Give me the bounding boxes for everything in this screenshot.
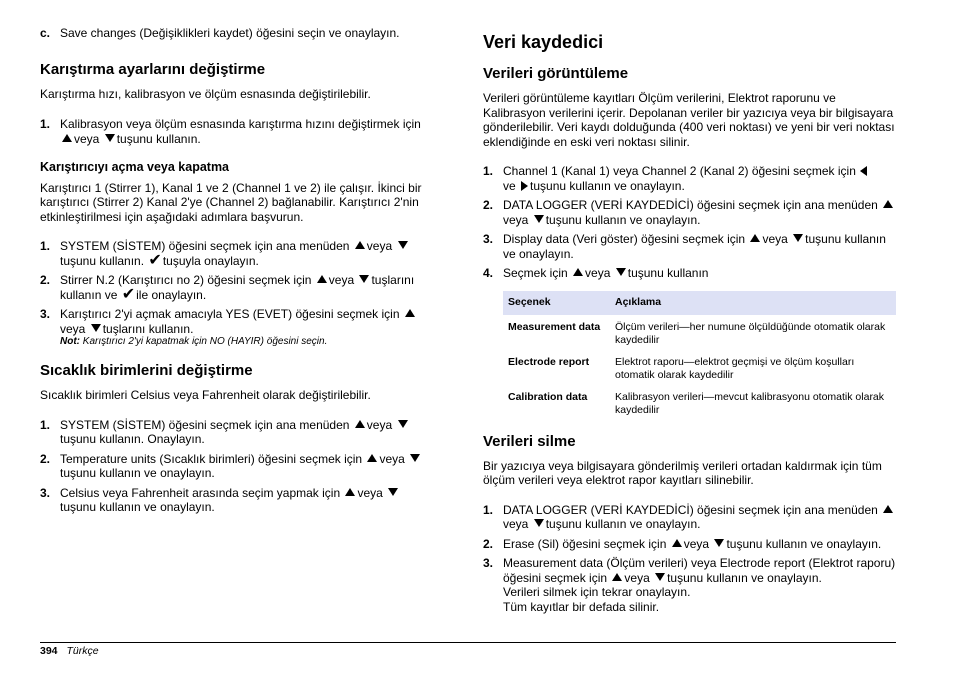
step-text: Temperature units (Sıcaklık birimleri) öğesini seçmek için xyxy=(60,451,363,466)
step-number: 3. xyxy=(40,307,51,321)
left-column xyxy=(40,26,455,515)
step-text: tuşunu kullanın ve onaylayın. xyxy=(60,500,215,514)
page-number: 394 xyxy=(40,645,58,657)
table-row xyxy=(503,382,896,417)
down-arrow-icon xyxy=(616,268,626,276)
step-text: Measurement data (Ölçüm verileri) veya Electrode report (Elektrot raporu) öğesini seçmek için xyxy=(503,556,896,585)
table-header-row xyxy=(503,291,896,315)
down-arrow-icon xyxy=(359,275,369,283)
step-text: Kalibrasyon veya ölçüm esnasında karıştırma hızını değiştirmek için xyxy=(60,117,421,131)
up-arrow-icon xyxy=(317,275,327,283)
table-cell-option: Electrode report xyxy=(508,355,590,368)
step-text: veya xyxy=(328,273,355,287)
step-text: Tüm kayıtlar bir defada silinir. xyxy=(503,599,660,614)
step-text: DATA LOGGER (VERİ KAYDEDİCİ) öğesini seçmek için ana menüden xyxy=(503,198,878,212)
step-text: Seçmek için xyxy=(503,266,568,280)
step-number: 1. xyxy=(483,164,494,178)
up-arrow-icon xyxy=(345,488,355,496)
table-header: Seçenek xyxy=(503,291,610,315)
section-heading-view-data: Verileri görüntüleme xyxy=(483,65,629,82)
step-temp-1 xyxy=(40,418,455,447)
step-text: tuşunu kullanın ve onaylayın. xyxy=(545,517,701,531)
step-text: DATA LOGGER (VERİ KAYDEDİCİ) öğesini seçmek için ana menüden xyxy=(503,502,878,517)
right-column xyxy=(483,31,896,614)
step-delete-1 xyxy=(483,503,896,532)
page-footer xyxy=(40,644,99,659)
down-arrow-icon xyxy=(534,519,544,527)
step-text: tuşunu kullanın ve onaylayın. xyxy=(530,178,685,193)
up-arrow-icon xyxy=(573,268,583,276)
section-title-data-logger: Veri kaydedici xyxy=(483,32,604,52)
step-text: tuşunu kullanın xyxy=(627,266,709,280)
step-delete-3 xyxy=(483,556,896,614)
step-text: tuşlarını kullanın. xyxy=(102,321,194,336)
step-number: c. xyxy=(40,26,51,40)
up-arrow-icon xyxy=(405,309,415,317)
step-text: veya xyxy=(503,517,529,531)
step-text: tuşunu kullanın ve onaylayın. xyxy=(60,466,215,480)
left-arrow-icon xyxy=(860,166,867,176)
step-text: Channel 1 (Kanal 1) veya Channel 2 (Kanal 2) öğesini seçmek için xyxy=(503,164,856,178)
step-view-4 xyxy=(483,266,896,281)
section-heading-delete-data: Verileri silme xyxy=(483,432,576,450)
step-temp-3 xyxy=(40,486,455,515)
step-text: veya xyxy=(683,536,710,551)
table-cell-description: Ölçüm verileri—her numune ölçüldüğünde otomatik olarak kaydedilir xyxy=(615,320,886,346)
step-stirrer-2 xyxy=(40,273,455,302)
step-number: 2. xyxy=(40,273,51,287)
step-text: Display data (Veri göster) öğesini seçmek için xyxy=(503,232,746,246)
paragraph-temperature: Sıcaklık birimleri Celsius veya Fahrenheit olarak değiştirilebilir. xyxy=(40,388,371,402)
footer-divider xyxy=(40,642,896,643)
step-text: veya xyxy=(366,417,393,432)
step-text: ile onaylayın. xyxy=(136,287,207,302)
paragraph-stirrer: Karıştırıcı 1 (Stirrer 1), Kanal 1 ve 2 (Channel 1 ve 2) ile çalışır. İkinci bir karıştırıcı (Stirrer 2) Kanal 2'ye (Channel 2) bağlanabilir. Karıştırıcı 2'nin etkinleştirilmesi için aşağıdaki adımlara başvurun. xyxy=(40,180,422,224)
step-text: veya xyxy=(379,451,405,466)
step-number: 1. xyxy=(40,239,51,253)
up-arrow-icon xyxy=(355,420,365,428)
step-text: Save changes (Değişiklikleri kaydet) öğesini seçin ve onaylayın. xyxy=(60,26,400,40)
step-save-changes xyxy=(40,26,455,41)
step-text: Erase (Sil) öğesini seçmek için xyxy=(503,536,667,551)
down-arrow-icon xyxy=(410,454,420,462)
step-number: 3. xyxy=(483,556,494,570)
up-arrow-icon xyxy=(62,134,72,142)
step-number: 4. xyxy=(483,266,494,280)
step-text: Celsius veya Fahrenheit arasında seçim yapmak için xyxy=(60,485,341,500)
note-text: Karıştırıcı 2'yi kapatmak için NO (HAYIR) öğesini seçin. xyxy=(82,336,328,347)
down-arrow-icon xyxy=(793,234,803,242)
step-delete-2 xyxy=(483,537,896,552)
step-view-2 xyxy=(483,198,896,227)
step-view-3 xyxy=(483,232,896,261)
down-arrow-icon xyxy=(91,324,101,332)
checkmark-icon: ✔ xyxy=(121,285,136,303)
up-arrow-icon xyxy=(355,241,365,249)
note-label: Not: xyxy=(60,336,80,347)
down-arrow-icon xyxy=(398,420,408,428)
step-number: 2. xyxy=(483,198,494,212)
down-arrow-icon xyxy=(714,539,724,547)
table-row xyxy=(503,347,896,382)
table-header: Açıklama xyxy=(610,291,896,315)
step-number: 3. xyxy=(40,485,51,500)
table-cell-option: Measurement data xyxy=(508,320,601,333)
paragraph-delete-data: Bir yazıcıya veya bilgisayara gönderilmiş verileri ortadan kaldırmak için tüm ölçüm verileri veya elektrot rapor kayıtları silinebilir. xyxy=(483,458,882,487)
table-cell-description: Kalibrasyon verileri—mevcut kalibrasyonu otomatik olarak kaydedilir xyxy=(615,390,885,416)
down-arrow-icon xyxy=(534,215,544,223)
step-mixing-1 xyxy=(40,117,455,146)
footer-language: Türkçe xyxy=(66,645,99,657)
step-number: 2. xyxy=(483,536,494,551)
step-text: Karıştırıcı 2'yi açmak amacıyla YES (EVET) öğesini seçmek için xyxy=(60,307,400,321)
step-text: tuşunu kullanın ve onaylayın. xyxy=(545,212,701,227)
step-text: tuşunu kullanın ve onaylayın. xyxy=(503,232,886,261)
up-arrow-icon xyxy=(883,505,893,513)
table-cell-description: Elektrot raporu—elektrot geçmişi ve ölçüm koşulları otomatik olarak kaydedilir xyxy=(615,355,855,381)
checkmark-icon: ✔ xyxy=(148,251,162,269)
section-heading-temperature: Sıcaklık birimlerini değiştirme xyxy=(40,362,253,379)
step-text: Verileri silmek için tekrar onaylayın. xyxy=(503,585,691,599)
up-arrow-icon xyxy=(750,234,760,242)
step-text: tuşunu kullanın. xyxy=(116,131,201,146)
step-text: veya xyxy=(366,239,393,253)
step-text: veya xyxy=(60,321,86,336)
step-text: veya xyxy=(503,212,529,227)
step-text: veya xyxy=(624,570,650,585)
step-number: 1. xyxy=(40,117,51,131)
note xyxy=(60,336,455,348)
up-arrow-icon xyxy=(612,573,622,581)
options-table xyxy=(503,291,896,417)
step-number: 3. xyxy=(483,232,494,246)
step-text: veya xyxy=(357,485,383,500)
step-text: veya xyxy=(74,131,100,146)
paragraph-mixing: Karıştırma hızı, kalibrasyon ve ölçüm esnasında değiştirilebilir. xyxy=(40,86,371,101)
step-text: tuşlarını kullanın ve xyxy=(60,273,415,302)
step-text: tuşunu kullanın. Onaylayın. xyxy=(60,432,205,446)
step-text: Stirrer N.2 (Karıştırıcı no 2) öğesini seçmek için xyxy=(60,273,312,287)
step-text: tuşunu kullanın. xyxy=(60,253,145,268)
step-text: ve xyxy=(503,178,516,193)
down-arrow-icon xyxy=(105,134,115,142)
step-text: SYSTEM (SİSTEM) öğesini seçmek için ana menüden xyxy=(60,239,350,253)
down-arrow-icon xyxy=(388,488,398,496)
step-text: tuşunu kullanın ve onaylayın. xyxy=(667,570,822,585)
step-text: veya xyxy=(585,266,611,280)
step-view-1 xyxy=(483,164,896,193)
step-text: SYSTEM (SİSTEM) öğesini seçmek için ana menüden xyxy=(60,417,350,432)
step-stirrer-3 xyxy=(40,307,455,348)
down-arrow-icon xyxy=(398,241,408,249)
right-arrow-icon xyxy=(521,181,528,191)
paragraph-view-data: Verileri görüntüleme kayıtları Ölçüm verilerini, Elektrot raporunu ve Kalibrasyon verilerini içerir. Depolanan veriler bir yazıcıya veya bir bilgisayara gönderilebilir. Veri kaydı dolduğunda (400 veri noktası) ve yeni bir veri noktası eklendiğinde en eski veri noktası silinir. xyxy=(483,91,895,149)
step-text: tuşuyla onaylayın. xyxy=(162,253,259,268)
step-text: tuşunu kullanın ve onaylayın. xyxy=(726,536,882,551)
step-number: 1. xyxy=(40,417,51,432)
table-row xyxy=(503,315,896,347)
table-cell-option: Calibration data xyxy=(508,390,588,403)
down-arrow-icon xyxy=(655,573,665,581)
step-temp-2 xyxy=(40,452,455,481)
up-arrow-icon xyxy=(883,200,893,208)
up-arrow-icon xyxy=(367,454,377,462)
step-text: veya xyxy=(762,232,788,246)
step-number: 1. xyxy=(483,502,494,517)
subsection-heading-stirrer: Karıştırıcıyı açma veya kapatma xyxy=(40,160,230,174)
up-arrow-icon xyxy=(672,539,682,547)
step-stirrer-1 xyxy=(40,239,455,268)
section-heading-mixing: Karıştırma ayarlarını değiştirme xyxy=(40,60,266,78)
step-number: 2. xyxy=(40,451,51,466)
